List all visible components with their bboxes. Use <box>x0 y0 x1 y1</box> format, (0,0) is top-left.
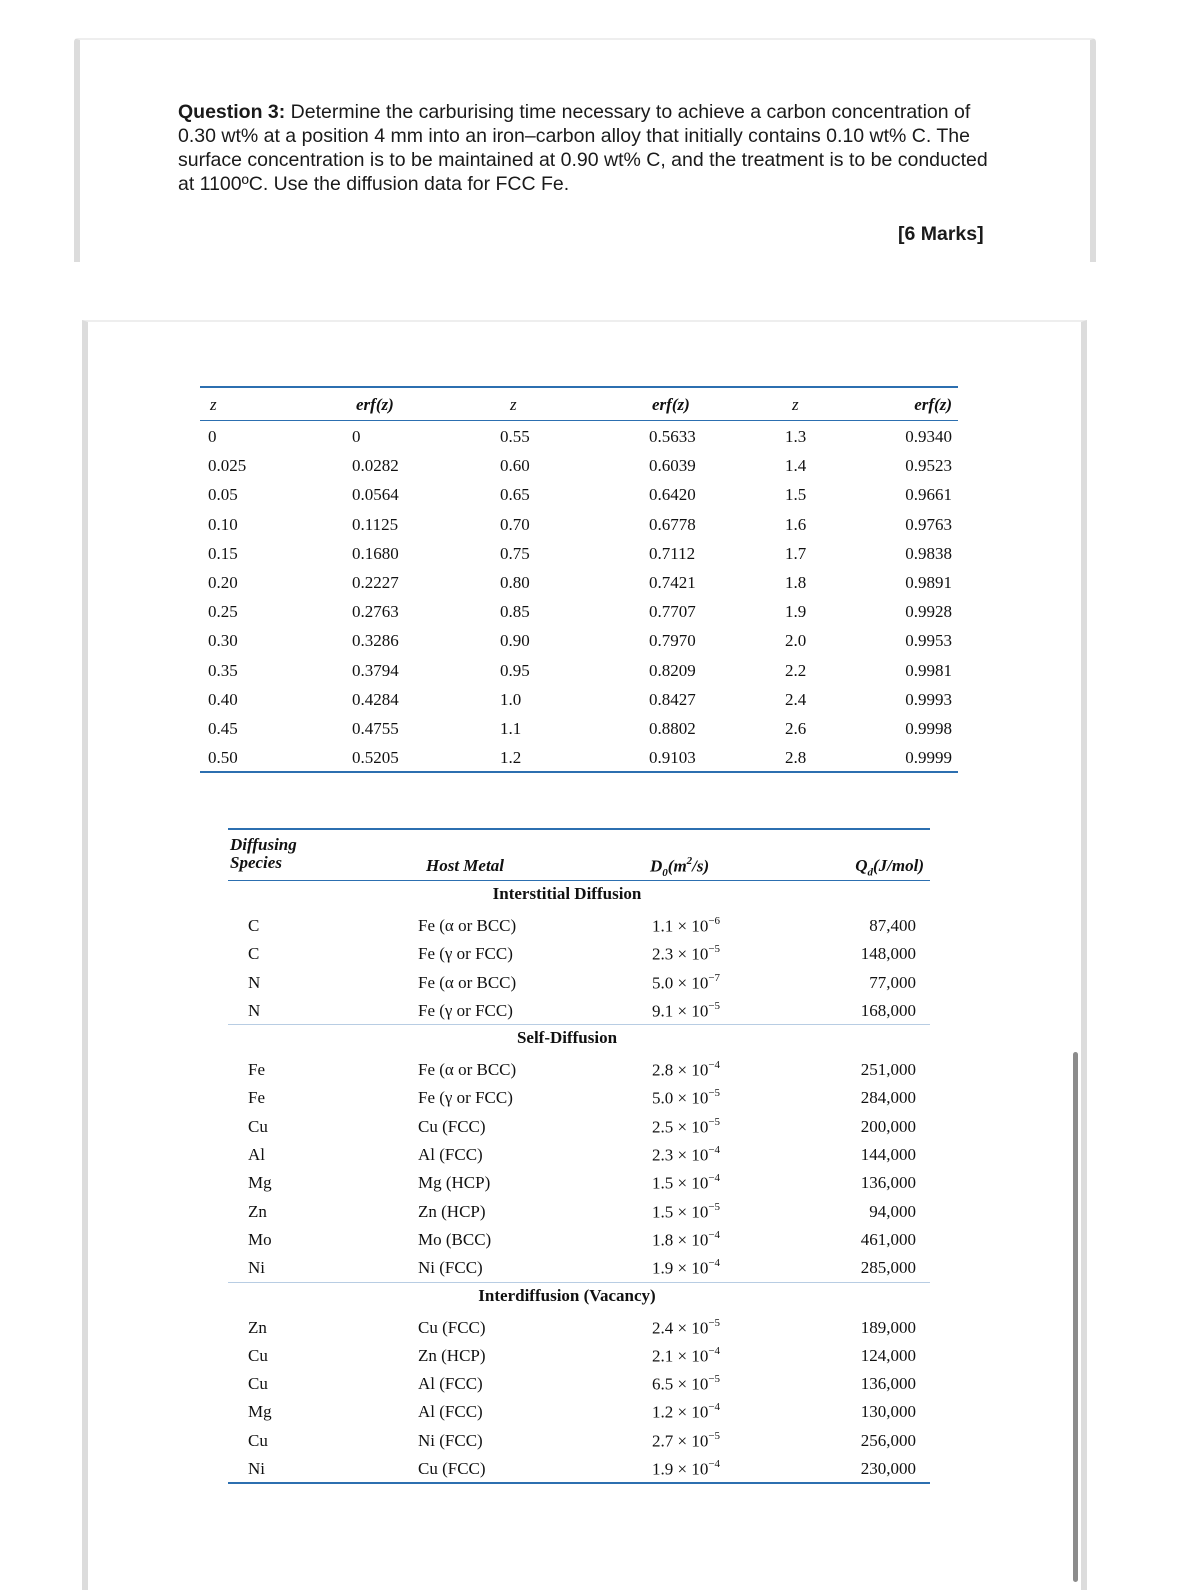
qd-cell: 148,000 <box>860 944 916 964</box>
d0-mantissa: 2.3 <box>652 1145 674 1165</box>
host-metal-cell: Mg (HCP) <box>418 1173 491 1193</box>
diffusion-table-row <box>228 1313 930 1341</box>
header-qd-unit: (J/mol) <box>873 856 924 875</box>
diffusion-table-row <box>228 1055 930 1083</box>
erf-table-row <box>200 509 958 538</box>
d0-exponent: −4 <box>708 1172 721 1185</box>
d0-exponent: −4 <box>708 1144 721 1157</box>
erf-table-cell: 0.9523 <box>905 456 952 476</box>
d0-cell <box>652 1402 720 1423</box>
d0-mantissa: 1.9 <box>652 1258 674 1278</box>
erf-table-cell: 0.5205 <box>352 748 399 768</box>
species-cell: N <box>248 972 261 992</box>
erf-table-cell: 0.95 <box>500 660 530 680</box>
erf-table-cell: 2.4 <box>785 689 807 709</box>
times-symbol: × <box>677 1117 688 1137</box>
header-qd-subscript: d <box>867 866 873 879</box>
erf-header-cell: erf(z) <box>652 395 690 414</box>
d0-cell <box>652 1346 720 1367</box>
erf-table-cell: 0.60 <box>500 456 530 476</box>
host-metal-cell: Ni (FCC) <box>418 1430 483 1450</box>
qd-cell: 124,000 <box>860 1345 916 1365</box>
erf-table <box>200 386 958 773</box>
species-cell: Fe <box>248 1060 265 1080</box>
d0-mantissa: 9.1 <box>652 1001 674 1021</box>
erf-table-cell: 0.80 <box>500 572 530 592</box>
erf-table-row <box>200 684 958 713</box>
d0-cell <box>652 1173 720 1194</box>
d0-cell <box>652 1459 720 1480</box>
erf-header-cell: erf(z) <box>914 395 952 414</box>
d0-mantissa: 1.5 <box>652 1174 674 1194</box>
d0-exponent: −5 <box>708 1200 721 1213</box>
erf-table-cell: 0.6039 <box>649 456 696 476</box>
host-metal-cell: Al (FCC) <box>418 1402 483 1422</box>
d0-exponent: −5 <box>708 1429 721 1442</box>
ten: 10 <box>691 944 709 964</box>
header-d0-unit: (m <box>667 856 687 876</box>
species-cell: Zn <box>248 1201 267 1221</box>
species-cell: Mo <box>248 1229 272 1249</box>
erf-table-cell: 2.2 <box>785 660 807 680</box>
erf-table-cell: 1.0 <box>500 689 522 709</box>
qd-cell: 284,000 <box>860 1088 916 1108</box>
erf-table-cell: 1.1 <box>500 718 522 738</box>
host-metal-cell: Al (FCC) <box>418 1374 483 1394</box>
erf-table-cell: 0.85 <box>500 602 530 622</box>
times-symbol: × <box>677 1174 688 1194</box>
ten: 10 <box>691 1001 709 1021</box>
times-symbol: × <box>677 1230 688 1250</box>
d0-cell <box>652 973 720 994</box>
species-cell: C <box>248 944 260 964</box>
host-metal-cell: Fe (α or BCC) <box>418 972 517 992</box>
diffusion-table-row <box>228 1253 930 1281</box>
erf-table-cell: 0.9340 <box>905 427 952 446</box>
erf-table-row <box>200 742 958 771</box>
qd-cell: 168,000 <box>860 1000 916 1020</box>
erf-table-cell: 0.45 <box>208 718 238 738</box>
qd-cell: 230,000 <box>860 1459 916 1479</box>
erf-table-cell: 2.0 <box>785 631 807 651</box>
header-d0-unit-end: /s) <box>692 856 710 876</box>
header-qd <box>855 856 924 878</box>
d0-cell <box>652 1060 720 1081</box>
erf-table-cell: 0.1680 <box>352 543 399 563</box>
ten: 10 <box>691 973 709 993</box>
ten: 10 <box>691 1174 709 1194</box>
qd-cell: 189,000 <box>860 1317 916 1337</box>
d0-exponent: −5 <box>708 1115 721 1128</box>
d0-exponent: −4 <box>708 1228 721 1241</box>
ten: 10 <box>691 1431 709 1451</box>
header-d0-symbol: D <box>650 856 663 876</box>
d0-cell <box>652 916 720 937</box>
erf-table-row <box>200 713 958 742</box>
header-host-metal: Host Metal <box>426 856 504 875</box>
header-qd-symbol: Q <box>855 856 868 875</box>
header-diffusing-species <box>230 836 297 872</box>
d0-mantissa: 5.0 <box>652 1089 674 1109</box>
diffusion-table-row <box>228 1083 930 1111</box>
d0-cell <box>652 1431 720 1452</box>
ten: 10 <box>691 1318 709 1338</box>
erf-table-cell: 1.5 <box>785 485 807 505</box>
diffusion-table-row <box>228 1225 930 1253</box>
species-cell: Cu <box>248 1345 268 1365</box>
times-symbol: × <box>677 1001 688 1021</box>
erf-table-cell: 0.6420 <box>649 485 696 505</box>
erf-table-cell: 0.20 <box>208 572 238 592</box>
diffusion-table-row <box>228 911 930 939</box>
erf-table-row <box>200 655 958 684</box>
d0-mantissa: 1.9 <box>652 1459 674 1479</box>
times-symbol: × <box>677 1346 688 1366</box>
erf-table-row <box>200 567 958 596</box>
section-title: Interdiffusion (Vacancy) <box>478 1285 656 1305</box>
erf-table-cell: 0.7112 <box>649 543 696 563</box>
diffusion-table-row <box>228 1426 930 1454</box>
species-cell: Mg <box>248 1402 272 1422</box>
times-symbol: × <box>677 973 688 993</box>
erf-table-cell: 0.7421 <box>649 572 696 592</box>
host-metal-cell: Cu (FCC) <box>418 1459 486 1479</box>
erf-table-cell: 0.9103 <box>649 748 696 768</box>
ten: 10 <box>691 1346 709 1366</box>
d0-exponent: −4 <box>708 1401 721 1414</box>
times-symbol: × <box>677 1145 688 1165</box>
species-cell: Zn <box>248 1317 267 1337</box>
d0-cell <box>652 1145 720 1166</box>
diffusion-table-row <box>228 1112 930 1140</box>
erf-table-cell: 0.2227 <box>352 572 399 592</box>
erf-table-cell: 0 <box>208 427 217 446</box>
species-cell: Mg <box>248 1173 272 1193</box>
d0-cell <box>652 944 720 965</box>
d0-exponent: −4 <box>708 1458 721 1471</box>
erf-table-cell: 0.0282 <box>352 456 399 476</box>
erf-table-cell: 0.9953 <box>905 631 952 651</box>
erf-table-cell: 0.2763 <box>352 602 399 622</box>
times-symbol: × <box>677 1459 688 1479</box>
erf-table-cell: 0.90 <box>500 631 530 651</box>
species-cell: Cu <box>248 1430 268 1450</box>
erf-table-cell: 0.0564 <box>352 485 399 505</box>
erf-table-row <box>200 596 958 625</box>
d0-mantissa: 2.3 <box>652 944 674 964</box>
erf-table-cell: 0.3794 <box>352 660 399 680</box>
erf-table-cell: 0.05 <box>208 485 238 505</box>
times-symbol: × <box>677 1089 688 1109</box>
erf-table-cell: 0.9928 <box>905 602 952 622</box>
erf-table-cell: 0.40 <box>208 689 238 709</box>
times-symbol: × <box>677 1060 688 1080</box>
d0-exponent: −4 <box>708 1344 721 1357</box>
ten: 10 <box>691 1202 709 1222</box>
qd-cell: 461,000 <box>860 1229 916 1249</box>
erf-table-row <box>200 421 958 450</box>
erf-table-row <box>200 450 958 479</box>
erf-table-cell: 0.75 <box>500 543 530 563</box>
qd-cell: 77,000 <box>869 972 916 992</box>
d0-exponent: −5 <box>708 943 721 956</box>
diffusion-header-row <box>228 830 930 881</box>
species-cell: Cu <box>248 1116 268 1136</box>
ten: 10 <box>691 1060 709 1080</box>
qd-cell: 94,000 <box>869 1201 916 1221</box>
erf-table-cell: 0.9661 <box>905 485 952 505</box>
diffusion-table-row <box>228 1168 930 1196</box>
diffusion-table-row <box>228 1369 930 1397</box>
species-cell: N <box>248 1000 261 1020</box>
erf-table-cell: 0.7970 <box>649 631 696 651</box>
diffusion-table-row <box>228 1397 930 1425</box>
header-d0-unit-exp: 2 <box>686 855 693 867</box>
ten: 10 <box>691 1230 709 1250</box>
host-metal-cell: Zn (HCP) <box>418 1201 486 1221</box>
erf-table-cell: 0.9763 <box>905 514 952 534</box>
d0-mantissa: 2.1 <box>652 1346 674 1366</box>
species-cell: Fe <box>248 1088 265 1108</box>
host-metal-cell: Fe (α or BCC) <box>418 1060 517 1080</box>
erf-table-cell: 0.55 <box>500 427 530 446</box>
section-title: Self-Diffusion <box>516 1028 618 1048</box>
host-metal-cell: Zn (HCP) <box>418 1345 486 1365</box>
erf-table-cell: 1.9 <box>785 602 807 622</box>
erf-table-row <box>200 479 958 508</box>
d0-cell <box>652 1374 720 1395</box>
erf-table-cell: 0.35 <box>208 660 238 680</box>
section-group <box>228 907 930 1025</box>
d0-cell <box>652 1258 720 1279</box>
erf-table-cell: 0.6778 <box>649 514 696 534</box>
host-metal-cell: Fe (γ or FCC) <box>418 1088 513 1108</box>
species-cell: Ni <box>248 1258 265 1278</box>
species-cell: Ni <box>248 1459 265 1479</box>
host-metal-cell: Fe (α or BCC) <box>418 916 517 935</box>
erf-table-cell: 0.9998 <box>905 718 952 738</box>
erf-table-cell: 0.025 <box>208 456 247 476</box>
d0-cell <box>652 1001 720 1022</box>
species-cell: Al <box>248 1145 265 1165</box>
times-symbol: × <box>677 1258 688 1278</box>
section-group <box>228 1051 930 1282</box>
ten: 10 <box>691 1374 709 1394</box>
ten: 10 <box>691 1145 709 1165</box>
times-symbol: × <box>677 1431 688 1451</box>
erf-header-cell: z <box>510 395 517 414</box>
d0-cell <box>652 1318 720 1339</box>
d0-mantissa: 2.7 <box>652 1431 674 1451</box>
erf-table-cell: 0.8802 <box>649 718 696 738</box>
erf-table-cell: 0.9993 <box>905 689 952 709</box>
d0-exponent: −4 <box>708 1059 721 1072</box>
erf-table-cell: 1.6 <box>785 514 807 534</box>
ten: 10 <box>691 1459 709 1479</box>
erf-table-cell: 0.15 <box>208 543 238 563</box>
erf-table-cell: 0.9999 <box>905 748 952 768</box>
diffusion-table-row <box>228 939 930 967</box>
host-metal-cell: Al (FCC) <box>418 1145 483 1165</box>
times-symbol: × <box>677 1403 688 1423</box>
section-group <box>228 1309 930 1485</box>
qd-cell: 136,000 <box>860 1173 916 1193</box>
d0-exponent: −5 <box>708 1316 721 1329</box>
erf-table-row <box>200 538 958 567</box>
d0-exponent: −5 <box>708 1087 721 1100</box>
d0-mantissa: 1.2 <box>652 1403 674 1423</box>
ten: 10 <box>691 916 709 936</box>
species-cell: C <box>248 916 260 935</box>
question-body: Determine the carburising time necessary to achieve a carbon concentration of 0.30 wt% at a position 4 mm into an iron–carbon alloy that initially contains 0.10 wt% C. The surface concentration is to be maintained at 0.90 wt% C, and the treatment is to be conducted at 1100ºC. Use the diffusion data for FCC Fe. <box>178 101 988 195</box>
host-metal-cell: Fe (γ or FCC) <box>418 1000 513 1020</box>
erf-header-row <box>200 388 958 421</box>
qd-cell: 251,000 <box>860 1060 916 1080</box>
diffusion-table <box>228 828 930 1484</box>
erf-table-cell: 0.1125 <box>352 514 399 534</box>
erf-table-cell: 0.9981 <box>905 660 952 680</box>
qd-cell: 256,000 <box>860 1430 916 1450</box>
erf-table-cell: 0.4284 <box>352 689 399 709</box>
d0-exponent: −5 <box>708 999 721 1012</box>
header-species-line2: Species <box>230 853 282 872</box>
d0-cell <box>652 1088 720 1109</box>
section-title: Interstitial Diffusion <box>492 884 642 903</box>
d0-mantissa: 1.5 <box>652 1202 674 1222</box>
ten: 10 <box>691 1117 709 1137</box>
ten: 10 <box>691 1403 709 1423</box>
erf-table-cell: 0.9838 <box>905 543 952 563</box>
times-symbol: × <box>677 1318 688 1338</box>
d0-exponent: −4 <box>708 1257 721 1270</box>
times-symbol: × <box>677 1374 688 1394</box>
erf-table-cell: 2.6 <box>785 718 807 738</box>
host-metal-cell: Fe (γ or FCC) <box>418 944 513 964</box>
d0-mantissa: 2.5 <box>652 1117 674 1137</box>
header-species-line1: Diffusing <box>230 835 297 854</box>
erf-table-cell: 1.3 <box>785 427 807 446</box>
times-symbol: × <box>677 944 688 964</box>
qd-cell: 87,400 <box>869 916 916 935</box>
erf-table-cell: 0.8427 <box>649 689 696 709</box>
diffusion-table-row <box>228 1454 930 1482</box>
qd-cell: 144,000 <box>860 1145 916 1165</box>
host-metal-cell: Mo (BCC) <box>418 1229 492 1249</box>
d0-exponent: −5 <box>708 1373 721 1386</box>
d0-mantissa: 2.8 <box>652 1060 674 1080</box>
erf-table-cell: 0.70 <box>500 514 530 534</box>
host-metal-cell: Ni (FCC) <box>418 1258 483 1278</box>
question-text <box>178 100 1008 196</box>
diffusion-table-row <box>228 968 930 996</box>
d0-mantissa: 2.4 <box>652 1318 674 1338</box>
d0-mantissa: 1.8 <box>652 1230 674 1250</box>
d0-exponent: −6 <box>708 915 721 927</box>
question-label: Question 3: <box>178 101 286 123</box>
ten: 10 <box>691 1089 709 1109</box>
host-metal-cell: Cu (FCC) <box>418 1317 486 1337</box>
host-metal-cell: Cu (FCC) <box>418 1116 486 1136</box>
ten: 10 <box>691 1258 709 1278</box>
marks-label: [6 Marks] <box>898 223 984 245</box>
diffusion-table-row <box>228 1341 930 1369</box>
diffusion-table-row <box>228 1140 930 1168</box>
d0-exponent: −7 <box>708 971 721 984</box>
d0-mantissa: 1.1 <box>652 916 674 936</box>
header-d0 <box>650 856 709 879</box>
erf-header-cell: z <box>210 395 217 414</box>
erf-table-cell: 1.4 <box>785 456 807 476</box>
d0-cell <box>652 1202 720 1223</box>
erf-table-cell: 0.4755 <box>352 718 399 738</box>
qd-cell: 200,000 <box>860 1116 916 1136</box>
erf-table-cell: 0.3286 <box>352 631 399 651</box>
erf-table-cell: 2.8 <box>785 748 807 768</box>
scrollbar[interactable] <box>1073 1052 1078 1582</box>
qd-cell: 130,000 <box>860 1402 916 1422</box>
erf-table-cell: 0 <box>352 427 361 446</box>
erf-table-cell: 0.65 <box>500 485 530 505</box>
qd-cell: 285,000 <box>860 1258 916 1278</box>
erf-table-cell: 0.7707 <box>649 602 696 622</box>
erf-table-cell: 1.8 <box>785 572 807 592</box>
erf-table-cell: 0.5633 <box>649 427 696 446</box>
d0-mantissa: 6.5 <box>652 1374 674 1394</box>
times-symbol: × <box>677 1202 688 1222</box>
species-cell: Cu <box>248 1374 268 1394</box>
diffusion-table-row <box>228 1197 930 1225</box>
erf-table-cell: 0.25 <box>208 602 238 622</box>
d0-mantissa: 5.0 <box>652 973 674 993</box>
d0-cell <box>652 1230 720 1251</box>
d0-cell <box>652 1117 720 1138</box>
erf-table-cell: 0.50 <box>208 748 238 768</box>
erf-table-cell: 0.30 <box>208 631 238 651</box>
erf-header-cell: erf(z) <box>356 395 394 414</box>
erf-header-cell: z <box>792 395 799 414</box>
erf-table-cell: 1.2 <box>500 748 522 768</box>
erf-table-cell: 1.7 <box>785 543 807 563</box>
erf-table-cell: 0.10 <box>208 514 238 534</box>
header-d0-subscript: 0 <box>662 867 668 880</box>
erf-table-cell: 0.9891 <box>905 572 952 592</box>
diffusion-table-row <box>228 996 930 1024</box>
qd-cell: 136,000 <box>860 1374 916 1394</box>
times-symbol: × <box>677 916 688 936</box>
erf-table-cell: 0.8209 <box>649 660 696 680</box>
erf-table-row <box>200 625 958 654</box>
